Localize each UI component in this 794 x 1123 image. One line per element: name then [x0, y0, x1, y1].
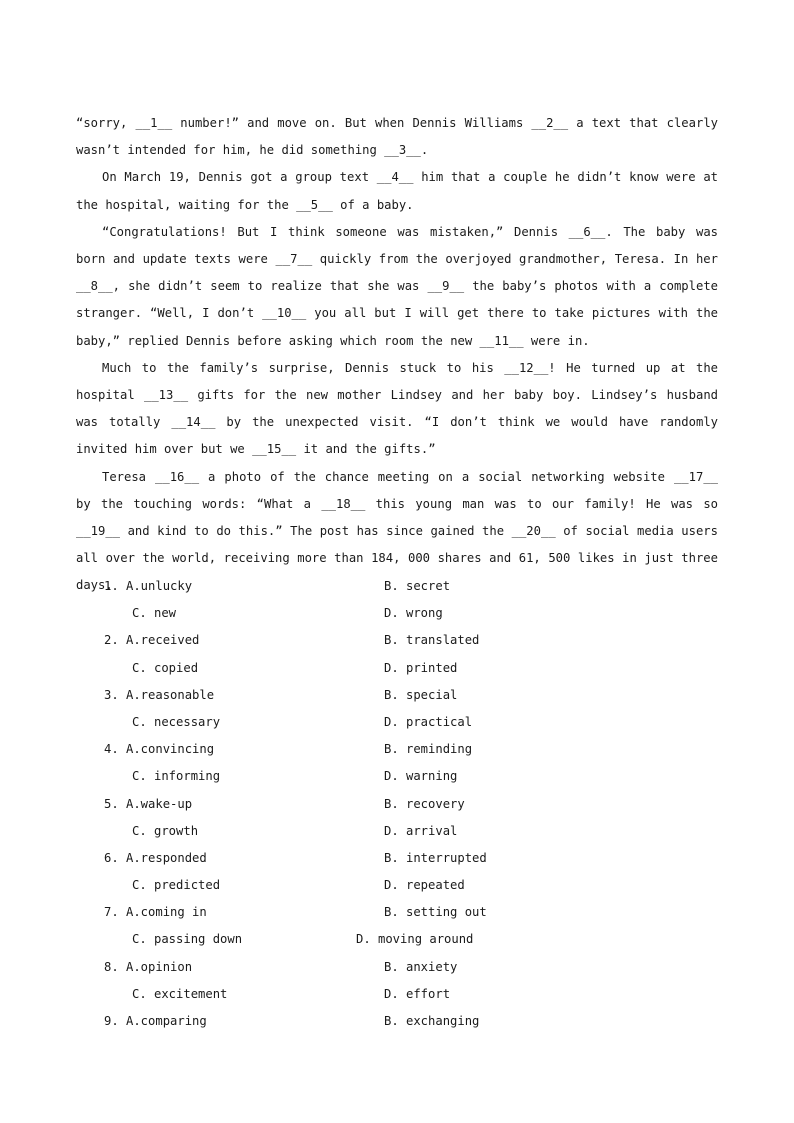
paragraph-2: On March 19, Dennis got a group text __4__ him that a couple he didn’t know were at the hospital, waiting for the __5__ of a baby. [76, 170, 718, 212]
question-5-row-ab [76, 791, 718, 818]
option-d: D. wrong [384, 606, 443, 621]
passage [76, 110, 718, 600]
option-a: 2. A.received [104, 633, 200, 648]
option-a: 5. A.wake-up [104, 796, 193, 811]
option-b: B. anxiety [384, 959, 458, 974]
option-c: C. predicted [132, 878, 221, 893]
option-c: C. excitement [132, 986, 228, 1001]
question-7-row-ab [76, 899, 718, 926]
option-c: C. informing [132, 769, 221, 784]
option-c: C. growth [132, 823, 199, 838]
question-6-row-cd [76, 872, 718, 899]
option-d: D. printed [384, 660, 458, 675]
option-c: C. necessary [132, 714, 221, 729]
question-4-row-ab [76, 736, 718, 763]
option-b: B. secret [384, 579, 451, 593]
question-4-row-cd [76, 763, 718, 790]
option-c: C. copied [132, 660, 199, 675]
question-9-row-ab [76, 1008, 718, 1035]
option-a: 9. A.comparing [104, 1014, 207, 1028]
question-1-row-ab [76, 573, 718, 600]
option-d: D. repeated [384, 878, 465, 893]
options-list [76, 573, 718, 1035]
option-d: D. warning [384, 769, 458, 784]
question-6-row-ab [76, 845, 718, 872]
question-1-row-cd [76, 600, 718, 627]
paragraph-1: “sorry, __1__ number!” and move on. But when Dennis Williams __2__ a text that clearly wasn’t intended for him, he did something __3__. [76, 116, 718, 158]
option-d: D. practical [384, 714, 473, 729]
paragraph-5: Teresa __16__ a photo of the chance meeting on a social networking website __17__ by the touching words: “What a __18__ this young man was to our family! He was so __19__ and kind to do this.” The post has since gained the __20__ of social media users all over the world, receiving more than 184, 000 shares and 61, 500 likes in just three days. [76, 469, 718, 593]
option-a: 1. A.unlucky [104, 579, 193, 593]
option-a: 6. A.responded [104, 850, 207, 865]
option-b: B. recovery [384, 796, 465, 811]
paragraph-4: Much to the family’s surprise, Dennis stuck to his __12__! He turned up at the hospital __13__ gifts for the new mother Lindsey and her baby boy. Lindsey’s husband was totally __14__ by the unexpected visit. “I don’t think we would have randomly invited him over but we __15__ it and the gifts.” [76, 360, 718, 457]
option-a: 7. A.coming in [104, 905, 207, 920]
option-d: D. arrival [384, 823, 458, 838]
option-b: B. reminding [384, 742, 473, 757]
question-3-row-ab [76, 682, 718, 709]
question-3-row-cd [76, 709, 718, 736]
option-b: B. special [384, 687, 458, 702]
option-b: B. interrupted [384, 850, 487, 865]
option-d: D. effort [384, 986, 451, 1001]
option-d: D. moving around [356, 932, 474, 947]
option-c: C. new [132, 606, 177, 621]
question-2-row-cd [76, 655, 718, 682]
option-c: C. passing down [132, 932, 243, 947]
option-b: B. exchanging [384, 1014, 480, 1028]
question-5-row-cd [76, 818, 718, 845]
option-b: B. setting out [384, 905, 487, 920]
option-b: B. translated [384, 633, 480, 648]
option-a: 3. A.reasonable [104, 687, 215, 702]
option-a: 8. A.opinion [104, 959, 193, 974]
paragraph-3: “Congratulations! But I think someone was mistaken,” Dennis __6__. The baby was born and update texts were __7__ quickly from the overjoyed grandmother, Teresa. In her __8__, she didn’t seem to realize that she was __9__ the baby’s photos with a complete stranger. “Well, I don’t __10__ you all but I will get there to take pictures with the baby,” replied Dennis before asking which room the new __11__ were in. [76, 224, 718, 348]
question-7-row-cd [76, 926, 718, 953]
question-2-row-ab [76, 627, 718, 654]
option-a: 4. A.convincing [104, 742, 215, 757]
question-8-row-ab [76, 954, 718, 981]
question-8-row-cd [76, 981, 718, 1008]
